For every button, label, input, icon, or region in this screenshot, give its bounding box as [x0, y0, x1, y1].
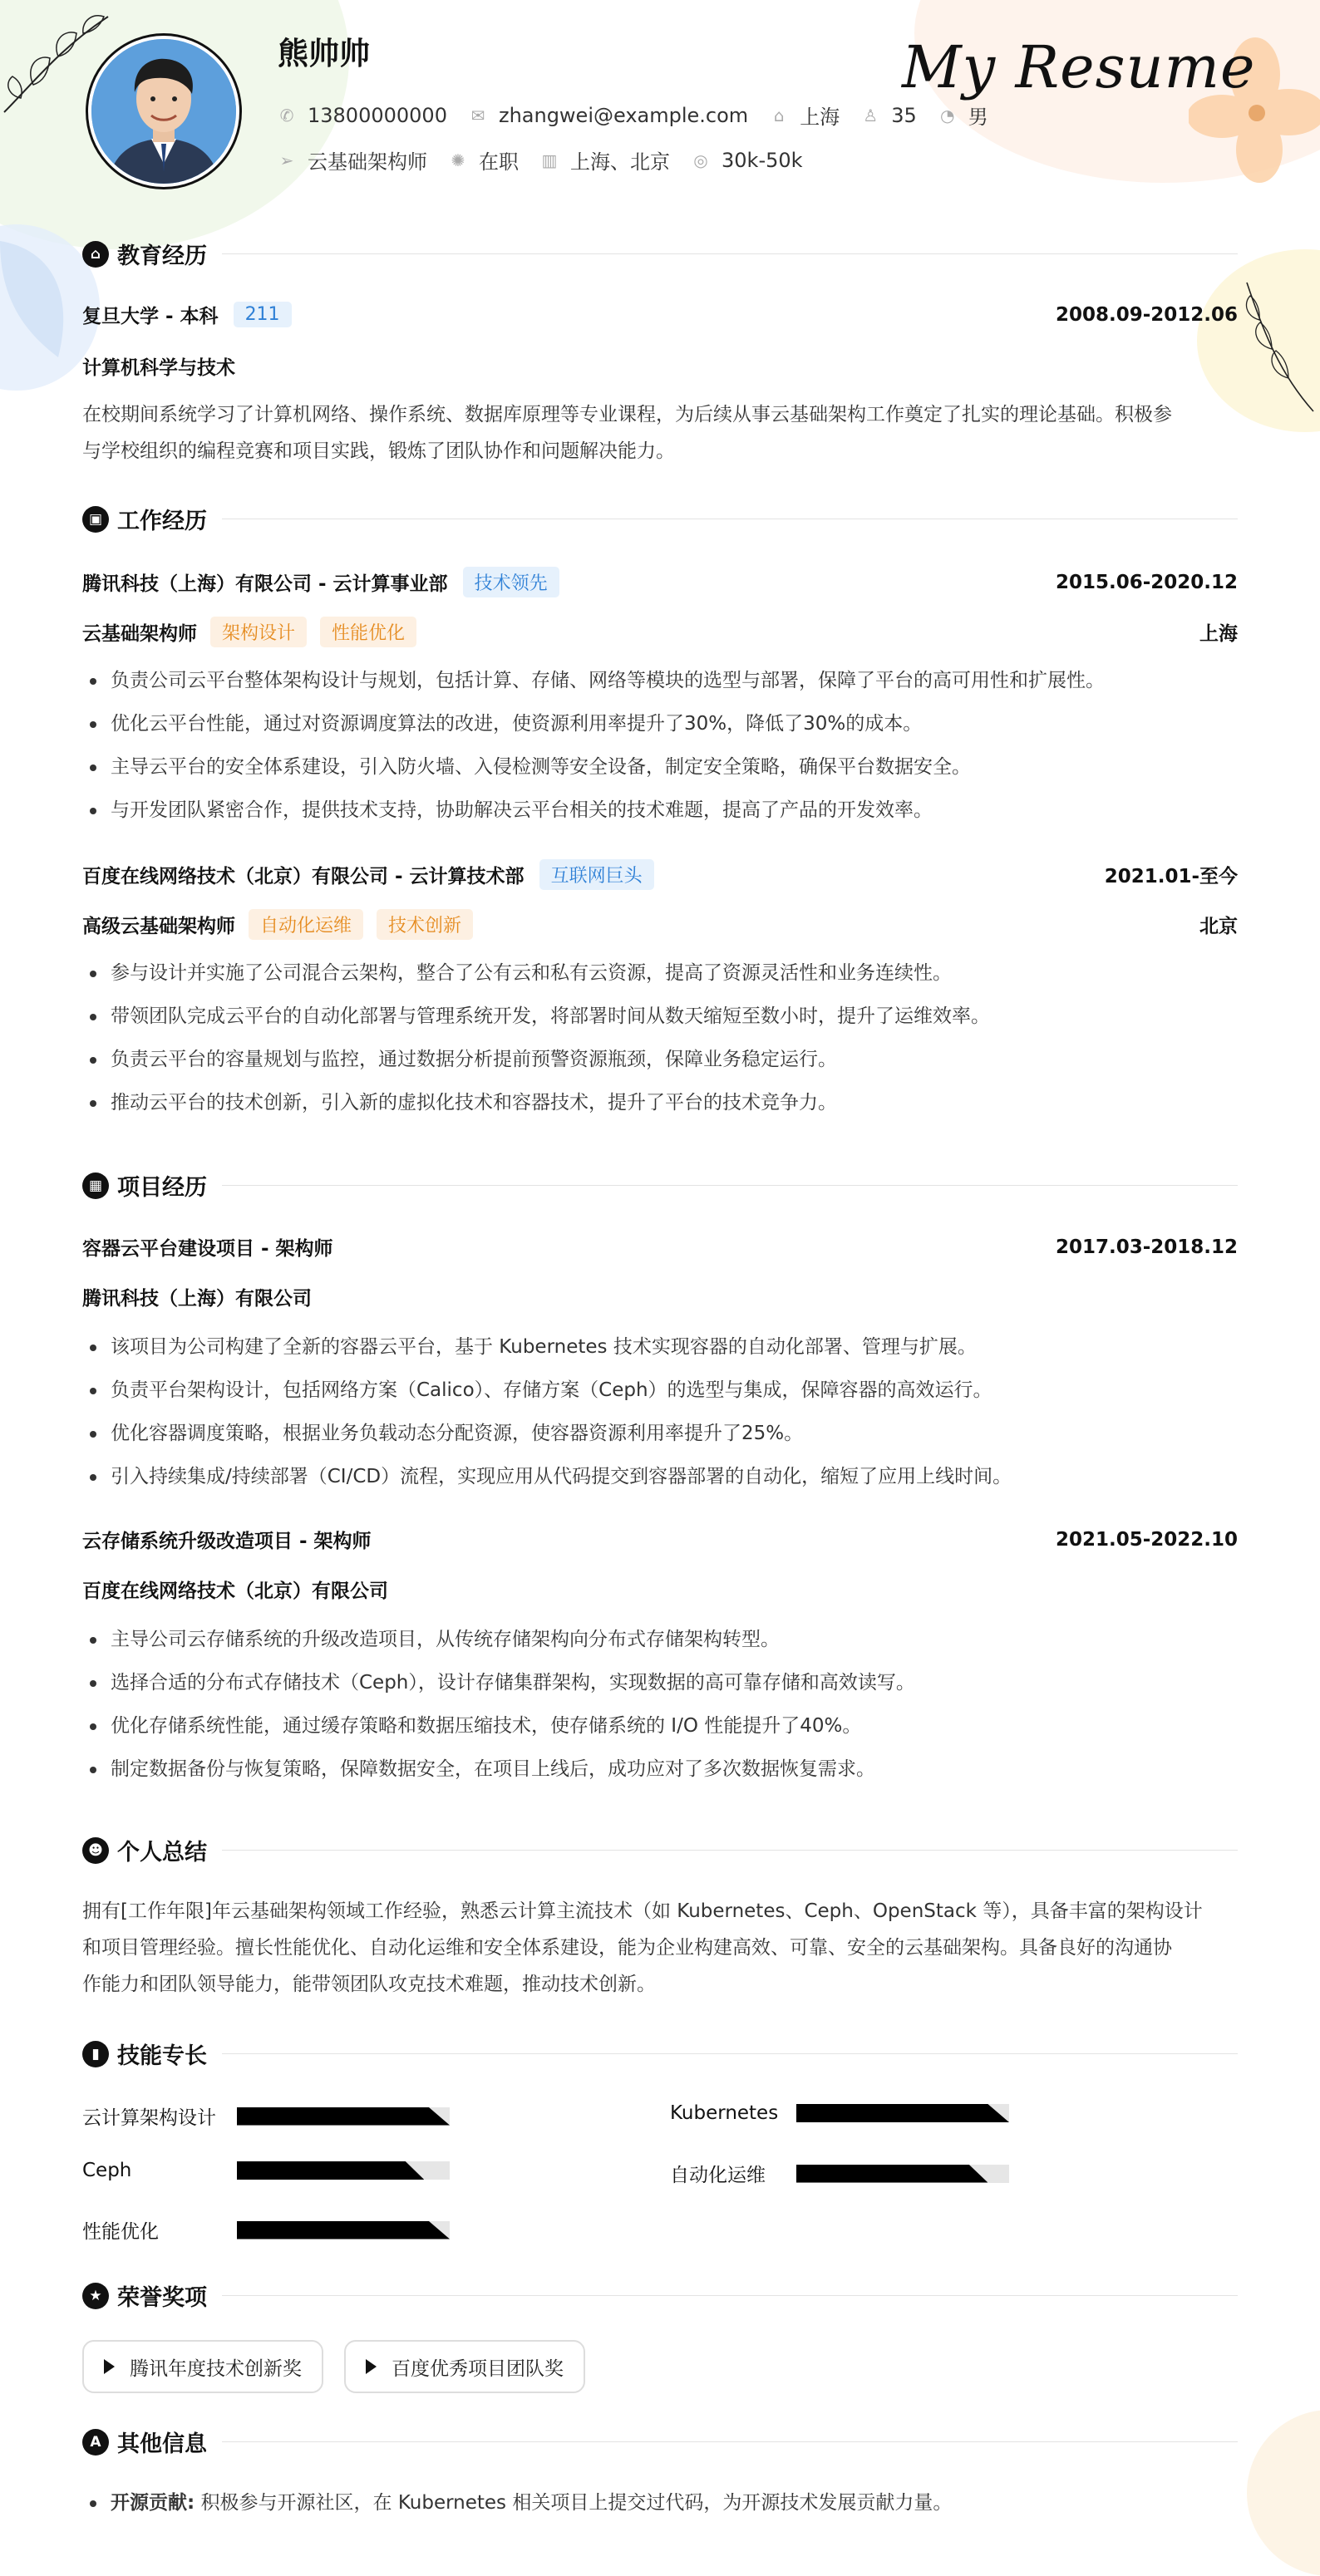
- skill-item: [670, 2160, 1009, 2187]
- building-icon: ▥: [541, 150, 558, 170]
- award-item[interactable]: 腾讯年度技术创新奖: [82, 2340, 323, 2393]
- job-location: 北京: [1199, 916, 1238, 937]
- list-item: 开源贡献: 积极参与开源社区，在 Kubernetes 相关项目上提交过代码，为开源技术发展贡献力量。: [82, 2481, 1238, 2524]
- project-date: 2021.05-2022.10: [1055, 1528, 1238, 1551]
- list-item: 主导云平台的安全体系建设，引入防火墙、入侵检测等安全设备，制定安全策略，确保平台数据安全。: [82, 745, 1238, 789]
- send-icon: ➢: [279, 150, 294, 170]
- list-item: 优化存储系统性能，通过缓存策略和数据压缩技术，使存储系统的 I/O 性能提升了40%。: [82, 1704, 1238, 1748]
- info-status: ✺ 在职: [449, 145, 519, 175]
- list-item: 该项目为公司构建了全新的容器云平台，基于 Kubernetes 技术实现容器的自动化部署、管理与扩展。: [82, 1325, 1238, 1369]
- avatar-portrait-icon: [91, 39, 236, 184]
- section-title-other: 其他信息: [117, 2431, 207, 2457]
- project-company-2: [82, 1576, 1238, 1603]
- job-location: 上海: [1199, 623, 1238, 645]
- role-tag: 自动化运维: [249, 909, 363, 940]
- play-icon: [104, 2359, 115, 2374]
- job-role-1: [82, 617, 1238, 647]
- list-item: 带领团队完成云平台的自动化部署与管理系统开发，将部署时间从数天缩短至数小时，提升了运维效率。: [82, 995, 1238, 1038]
- project-name: 云存储系统升级改造项目 - 架构师: [82, 1531, 372, 1552]
- section-summary: [82, 1834, 1238, 1866]
- project-bullets-2: [82, 1618, 1238, 1791]
- job-date: 2015.06-2020.12: [1055, 571, 1238, 593]
- list-item: 负责公司云平台整体架构设计与规划，包括计算、存储、网络等模块的选型与部署，保障了平台的高可用性和扩展性。: [82, 659, 1238, 702]
- gender-icon: ◔: [940, 105, 955, 125]
- info-age: ♙ 35: [861, 104, 917, 127]
- job-bullets-2: [82, 951, 1238, 1124]
- skill-bar: [237, 2221, 450, 2239]
- skill-fill: [237, 2161, 424, 2180]
- list-item: 负责平台架构设计，包括网络方案（Calico）、存储方案（Ceph）的选型与集成，保障容器的高效运行。: [82, 1369, 1238, 1412]
- list-item: 负责云平台的容量规划与监控，通过数据分析提前预警资源瓶颈，保障业务稳定运行。: [82, 1038, 1238, 1081]
- school-name: 复旦大学 - 本科: [82, 306, 219, 327]
- list-item: 制定数据备份与恢复策略，保障数据安全，在项目上线后，成功应对了多次数据恢复需求。: [82, 1748, 1238, 1791]
- skill-name: 性能优化: [82, 2221, 159, 2243]
- company-name: 百度在线网络技术（北京）有限公司 - 云计算技术部: [82, 866, 525, 887]
- role-tag: 架构设计: [210, 617, 307, 647]
- role-tag: 技术创新: [377, 909, 473, 940]
- company-tag: 互联网巨头: [539, 859, 654, 890]
- section-other: [82, 2426, 1238, 2458]
- list-item: 选择合适的分布式存储技术（Ceph），设计存储集群架构，实现数据的高可靠存储和高效读写。: [82, 1661, 1238, 1704]
- list-item: 参与设计并实施了公司混合云架构，整合了公有云和私有云资源，提高了资源灵活性和业务连续性。: [82, 951, 1238, 995]
- section-title-skills: 技能专长: [117, 2043, 207, 2069]
- list-item: 优化容器调度策略，根据业务负载动态分配资源，使容器资源利用率提升了25%。: [82, 1412, 1238, 1455]
- list-item: 与开发团队紧密合作，提供技术支持，协助解决云平台相关的技术难题，提高了产品的开发效率。: [82, 789, 1238, 832]
- company-tag: 技术领先: [463, 567, 559, 597]
- list-item: 优化云平台性能，通过对资源调度算法的改进，使资源利用率提升了30%，降低了30%的成本。: [82, 702, 1238, 745]
- job-date: 2021.01-至今: [1104, 866, 1238, 887]
- list-item: 引入持续集成/持续部署（CI/CD）流程，实现应用从代码提交到容器部署的自动化，缩短了应用上线时间。: [82, 1455, 1238, 1498]
- section-title-work: 工作经历: [117, 509, 207, 534]
- skill-fill: [237, 2107, 450, 2126]
- info-phone: ✆ 13800000000: [278, 104, 447, 127]
- home-icon: ⌂: [773, 105, 785, 125]
- project-company: 腾讯科技（上海）有限公司: [82, 1288, 312, 1310]
- bar-chart-icon: ▮: [82, 2041, 109, 2067]
- section-skills: [82, 2038, 1238, 2070]
- job-role: 高级云基础架构师: [82, 916, 235, 937]
- skill-bar: [237, 2107, 450, 2126]
- skill-item: [82, 2102, 450, 2130]
- info-city: ⌂ 上海: [770, 101, 840, 130]
- skill-bar: [796, 2165, 1009, 2183]
- age-icon: ♙: [863, 105, 879, 125]
- project-name: 容器云平台建设项目 - 架构师: [82, 1238, 333, 1260]
- fern-icon: [1189, 274, 1320, 415]
- section-education: [82, 238, 1238, 270]
- info-locations: ▥ 上海、北京: [541, 150, 670, 174]
- project-company: 百度在线网络技术（北京）有限公司: [82, 1581, 388, 1602]
- education-description: 在校期间系统学习了计算机网络、操作系统、数据库原理等专业课程，为后续从事云基础架构工作奠定了扎实的理论基础。积极参 与学校组织的编程竞赛和项目实践，锻炼了团队协作和问题解决能力。: [82, 404, 1172, 462]
- section-projects: [82, 1169, 1238, 1202]
- divider: [222, 1850, 1238, 1851]
- job-role: 云基础架构师: [82, 623, 197, 645]
- info-gender: ◔ 男: [938, 101, 988, 130]
- decor-blob-bottom: [1247, 2410, 1320, 2576]
- section-title-education: 教育经历: [117, 243, 207, 269]
- education-date: 2008.09-2012.06: [1055, 303, 1238, 326]
- job-header-2: [82, 859, 1238, 890]
- avatar: [91, 39, 236, 184]
- divider: [222, 253, 1238, 254]
- award-item[interactable]: 百度优秀项目团队奖: [344, 2340, 585, 2393]
- major: 计算机科学与技术: [82, 357, 235, 379]
- list-item: 主导公司云存储系统的升级改造项目，从传统存储架构向分布式存储架构转型。: [82, 1618, 1238, 1661]
- summary-text: 拥有[工作年限]年云基础架构领域工作经验，熟悉云计算主流技术（如 Kubernetes、Ceph、OpenStack 等），具备丰富的架构设计 和项目管理经验。擅长性能优化、自动化运维和安全体系建设，能为企业构建高效、可靠、安全的云基础架构。具备良好的沟通协 作能力和团队领导能力，能带领团队攻克技术难题，推动技术创新。: [82, 1900, 1203, 1995]
- skill-bar: [237, 2161, 450, 2180]
- job-role-2: [82, 909, 1238, 940]
- project-header-1: [82, 1233, 1238, 1261]
- graduation-cap-icon: ⌂: [82, 241, 109, 268]
- blue-leaf-icon: [0, 224, 83, 366]
- info-row-job: [278, 145, 825, 175]
- education-row: [82, 301, 1238, 328]
- school-tag: 211: [234, 302, 292, 327]
- divider: [222, 2441, 1238, 2442]
- skill-fill: [796, 2104, 1009, 2122]
- info-salary: ◎ 30k-50k: [692, 149, 803, 172]
- skill-name: 自动化运维: [670, 2165, 766, 2186]
- project-date: 2017.03-2018.12: [1055, 1236, 1238, 1258]
- section-title-projects: 项目经历: [117, 1175, 207, 1201]
- info-row-contact: [278, 101, 1010, 130]
- skill-item: [82, 2160, 450, 2181]
- project-bullets-1: [82, 1325, 1238, 1498]
- status-icon: ✺: [451, 150, 465, 170]
- section-title-summary: 个人总结: [117, 1840, 207, 1866]
- briefcase-icon: ▣: [82, 506, 109, 533]
- skill-name: Ceph: [82, 2160, 132, 2181]
- project-header-2: [82, 1526, 1238, 1553]
- info-icon: A: [82, 2429, 109, 2456]
- candidate-name: 熊帅帅: [278, 36, 370, 71]
- skill-item: [82, 2216, 450, 2244]
- project-company-1: [82, 1283, 1238, 1310]
- skill-fill: [796, 2165, 988, 2183]
- section-title-honors: 荣誉奖项: [117, 2285, 207, 2311]
- other-bullets: [82, 2481, 1238, 2524]
- job-header-1: [82, 567, 1238, 597]
- grid-icon: ▦: [82, 1172, 109, 1199]
- major-row: [82, 352, 1238, 380]
- list-item: 推动云平台的技术创新，引入新的虚拟化技术和容器技术，提升了平台的技术竞争力。: [82, 1081, 1238, 1124]
- phone-icon: ✆: [279, 105, 294, 125]
- divider: [222, 2053, 1238, 2054]
- skill-bar: [796, 2104, 1009, 2122]
- section-work: [82, 503, 1238, 535]
- trophy-icon: ★: [82, 2283, 109, 2309]
- resume-title: My Resume: [902, 33, 1256, 101]
- company-name: 腾讯科技（上海）有限公司 - 云计算事业部: [82, 573, 448, 595]
- skill-name: Kubernetes: [670, 2102, 779, 2124]
- mail-icon: ✉: [470, 105, 485, 125]
- skill-name: 云计算架构设计: [82, 2107, 216, 2129]
- info-email[interactable]: ✉ zhangwei@example.com: [469, 104, 748, 127]
- skill-item: [670, 2102, 1009, 2124]
- user-icon: ☻: [82, 1837, 109, 1864]
- job-bullets-1: [82, 659, 1238, 832]
- role-tag: 性能优化: [320, 617, 416, 647]
- salary-icon: ◎: [693, 150, 708, 170]
- divider: [222, 1185, 1238, 1186]
- info-position: ➢ 云基础架构师: [278, 145, 427, 175]
- skill-fill: [237, 2221, 450, 2239]
- divider: [222, 2295, 1238, 2296]
- play-icon: [366, 2359, 377, 2374]
- section-honors: [82, 2279, 1238, 2312]
